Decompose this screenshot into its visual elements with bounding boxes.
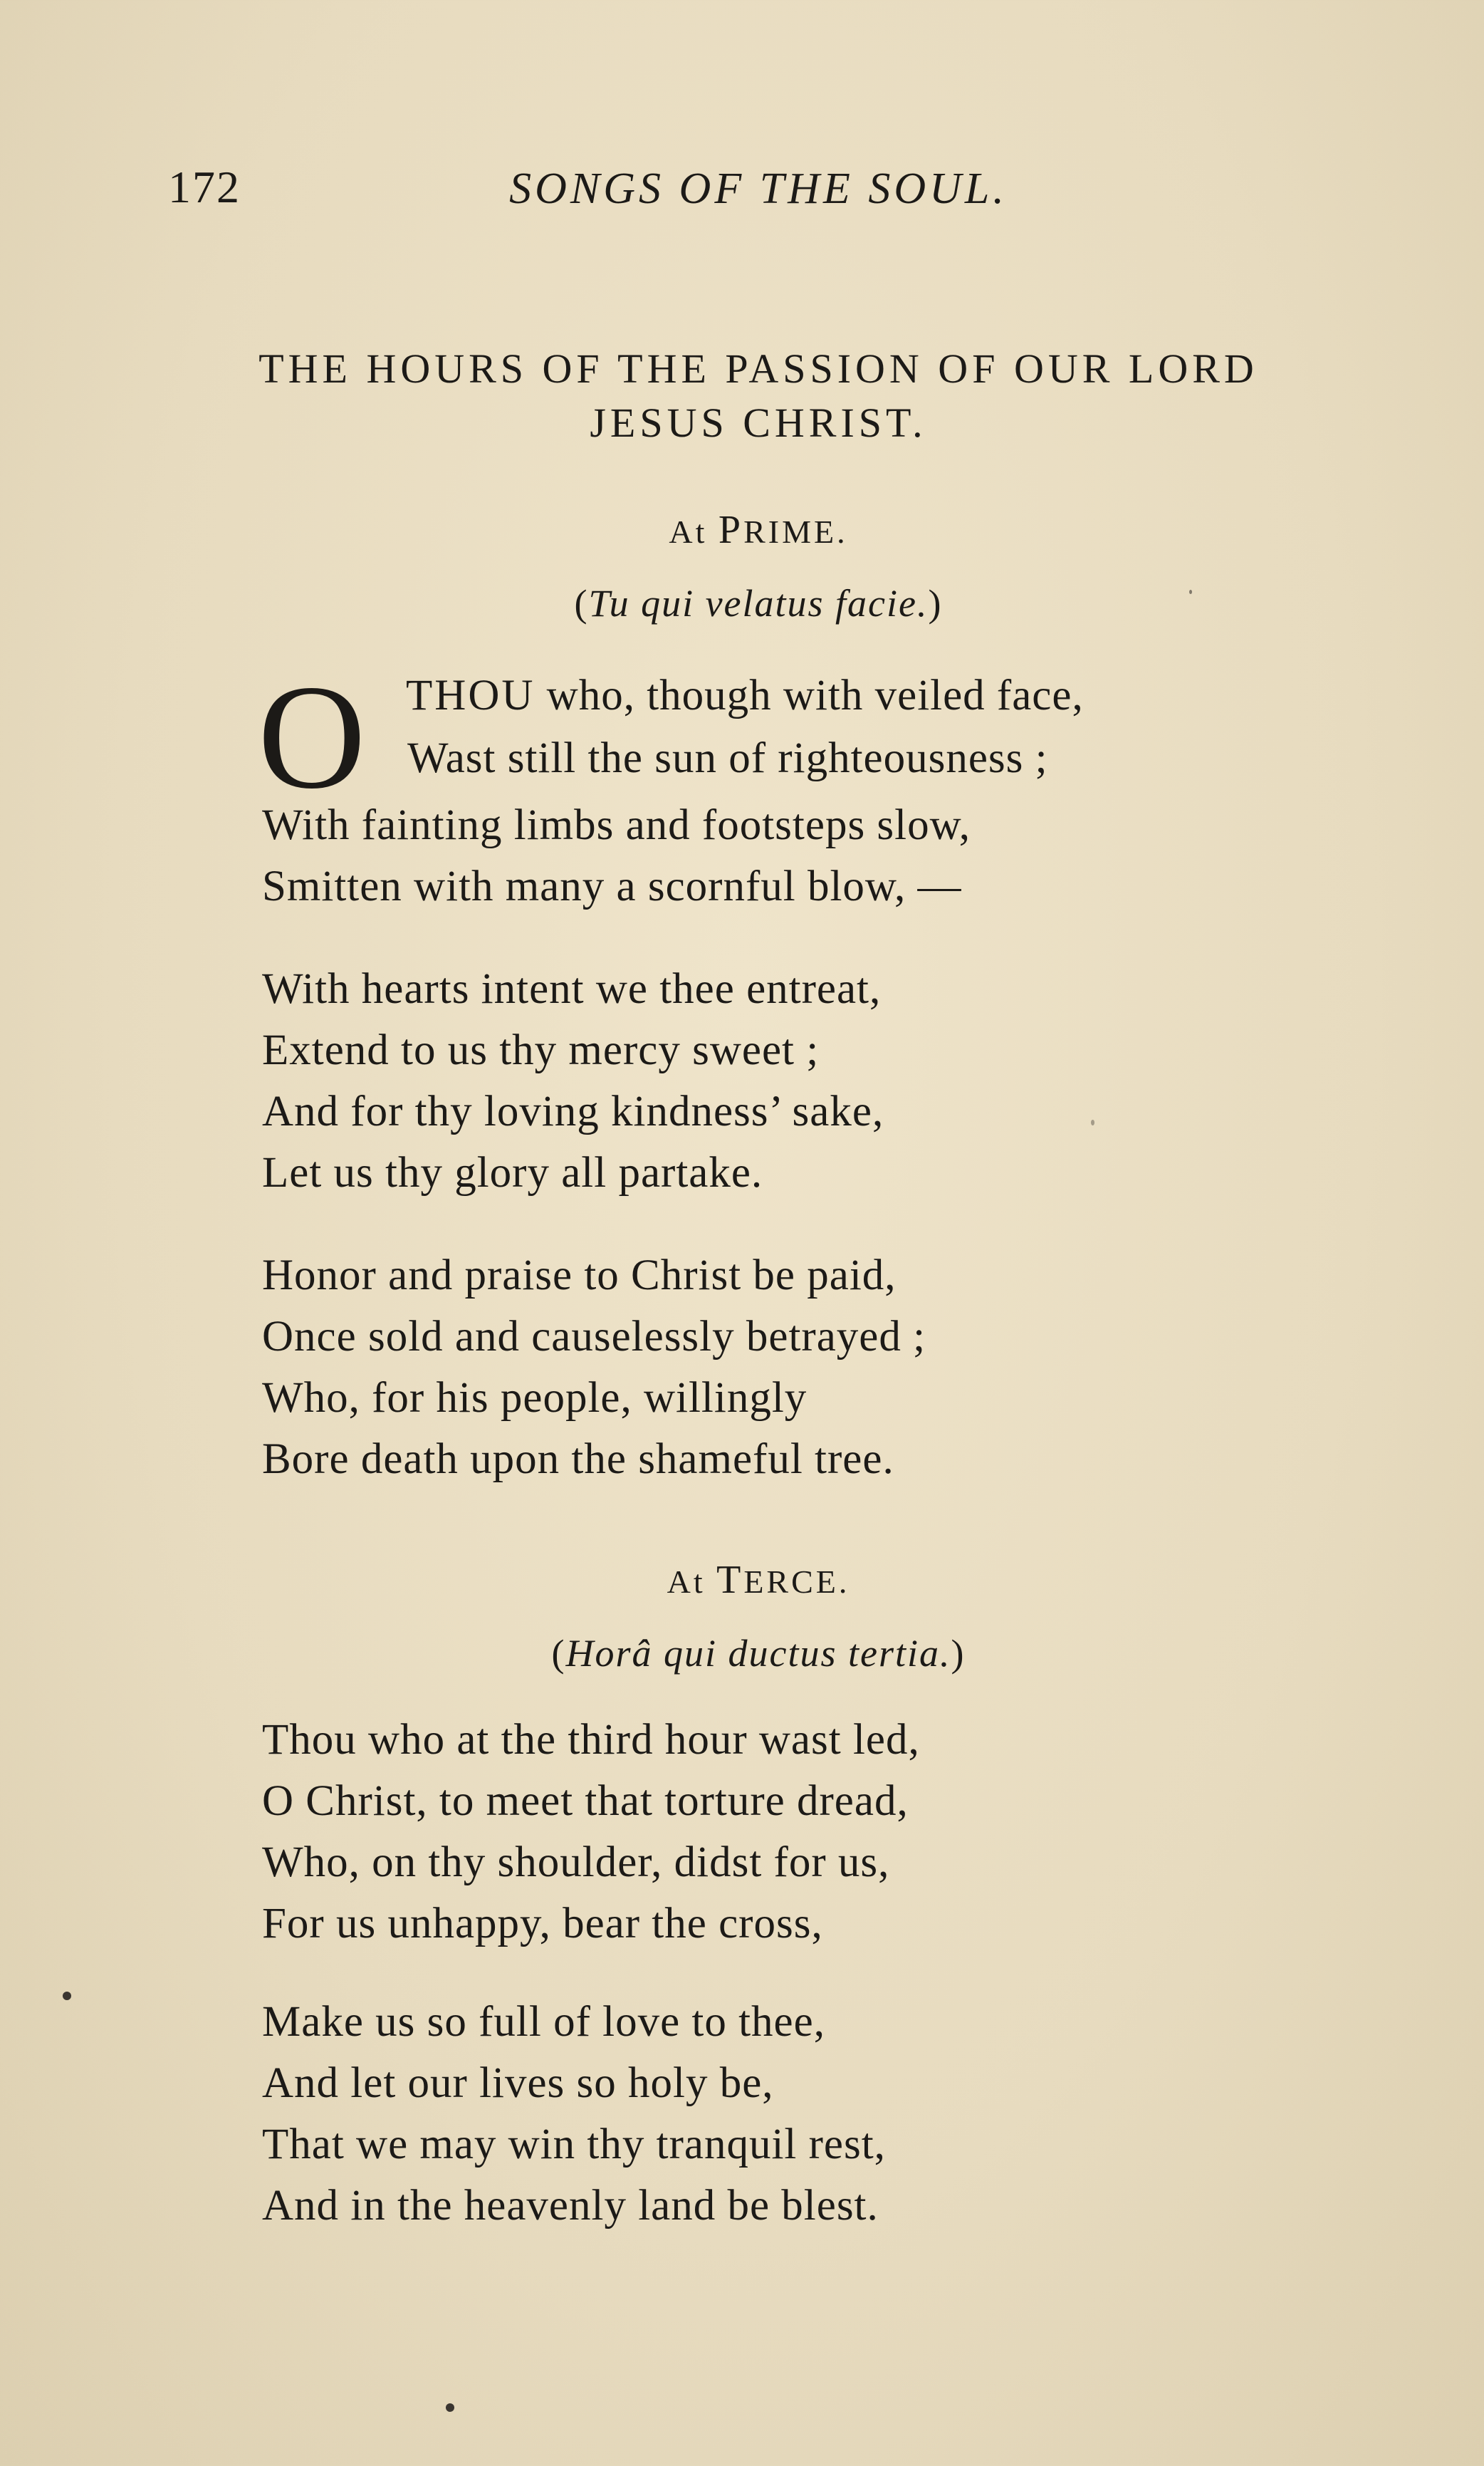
- stanza: [262, 1245, 926, 1490]
- section-heading-prime: [0, 507, 1484, 553]
- verse-line: Smitten with many a scornful blow, —: [262, 863, 962, 910]
- title-line-1: THE HOURS OF THE PASSION OF OUR LORD: [258, 345, 1258, 392]
- stanza: [262, 959, 884, 1204]
- section-latin-prime: [0, 581, 1484, 625]
- running-title: SONGS OF THE SOUL.: [509, 165, 1008, 213]
- verse-line: Extend to us thy mercy sweet ;: [262, 1026, 820, 1074]
- verse-line: Make us so full of love to thee,: [262, 1998, 825, 2046]
- drop-cap: O: [258, 655, 366, 820]
- verse-line: That we may win thy tranquil rest,: [262, 2121, 886, 2168]
- paper-speck: [1189, 590, 1192, 594]
- section-heading-prefix: At: [667, 1564, 717, 1600]
- verse-line: And let our lives so holy be,: [262, 2059, 774, 2107]
- paper-speck: [1091, 1120, 1094, 1125]
- verse-line: And in the heavenly land be blest.: [262, 2182, 879, 2230]
- section-heading-initial: P: [718, 508, 744, 552]
- section-heading-rest: ERCE.: [743, 1564, 850, 1600]
- verse-line: Once sold and causelessly betrayed ;: [262, 1313, 926, 1361]
- verse-line: With fainting limbs and footsteps slow,: [262, 801, 971, 849]
- verse-line: Who, for his people, willingly: [262, 1374, 808, 1422]
- verse-line-caps: THOU: [406, 672, 535, 719]
- title-line-2: JESUS CHRIST.: [590, 400, 927, 446]
- verse-line-rest: who, though with veiled face,: [535, 672, 1084, 719]
- section-latin-terce: [0, 1631, 1484, 1675]
- verse-line: [406, 671, 1084, 721]
- paper-speck: [446, 2403, 454, 2412]
- section-heading-rest: RIME.: [743, 514, 848, 550]
- verse-line: Thou who at the third hour wast led,: [262, 1716, 920, 1764]
- verse-line: Let us thy glory all partake.: [262, 1149, 763, 1197]
- verse-line: With hearts intent we thee entreat,: [262, 965, 882, 1013]
- verse-line: Honor and praise to Christ be paid,: [262, 1252, 897, 1299]
- verse-line: O Christ, to meet that torture dread,: [262, 1777, 909, 1825]
- page-title: [0, 342, 1484, 450]
- section-heading-initial: T: [716, 1558, 744, 1602]
- latin-incipit: Horâ qui ductus tertia.: [565, 1632, 951, 1675]
- stanza: [262, 1992, 886, 2237]
- latin-close-paren: ): [928, 582, 943, 625]
- verse-line: And for thy loving kindness’ sake,: [262, 1088, 884, 1135]
- latin-open-paren: (: [574, 582, 589, 625]
- verse-line: Who, on thy shoulder, didst for us,: [262, 1838, 890, 1886]
- latin-open-paren: (: [551, 1632, 566, 1675]
- section-heading-terce: [0, 1557, 1484, 1603]
- latin-close-paren: ): [951, 1632, 966, 1675]
- stanza-1-continued: [262, 795, 971, 917]
- stanza: [262, 1710, 920, 1955]
- section-heading-prefix: At: [669, 514, 719, 550]
- page-number: 172: [168, 162, 241, 212]
- verse-line: Bore death upon the shameful tree.: [262, 1435, 894, 1483]
- verse-line: Wast still the sun of righteousness ;: [407, 734, 1048, 782]
- verse-line: For us unhappy, bear the cross,: [262, 1900, 823, 1947]
- latin-incipit: Tu qui velatus facie.: [588, 582, 929, 625]
- paper-speck: [63, 1992, 71, 2000]
